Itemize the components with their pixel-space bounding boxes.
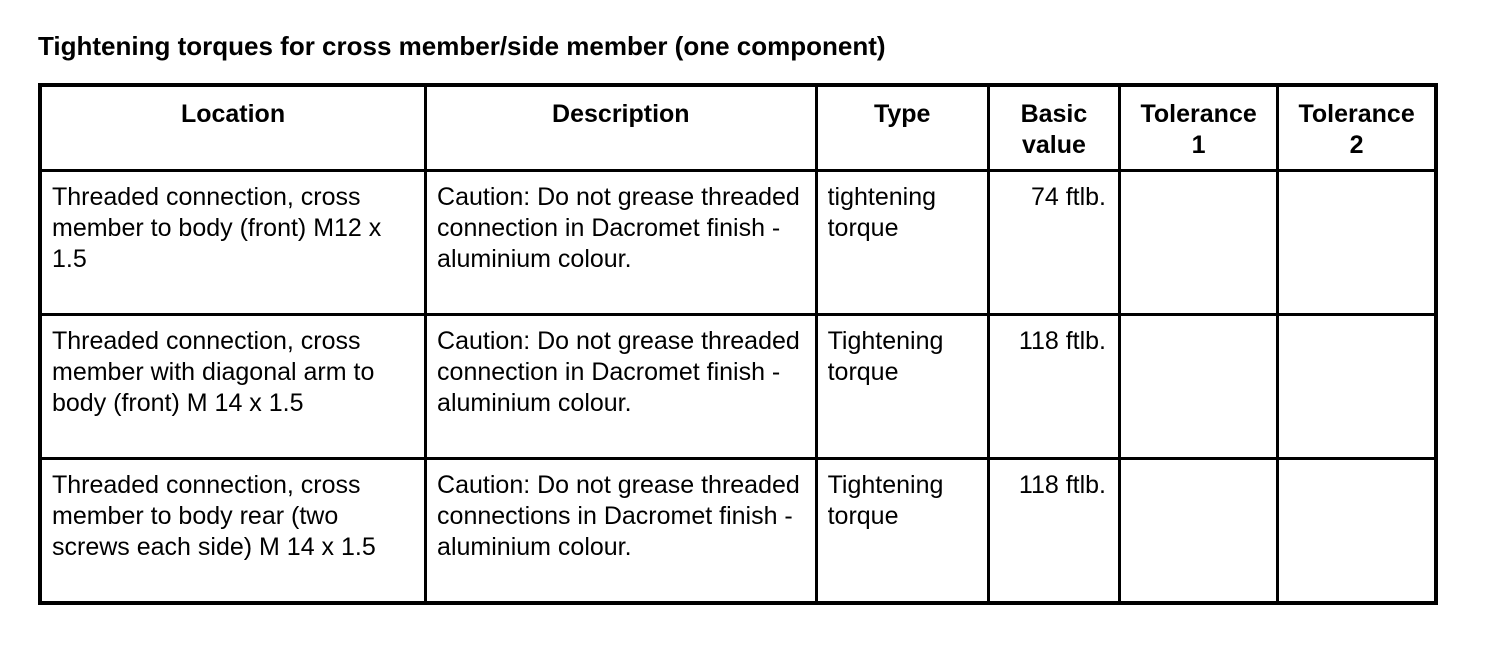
cell-basic-value: 74 ftlb. xyxy=(988,171,1119,315)
cell-location: Threaded connection, cross member to body (front) M12 x 1.5 xyxy=(40,171,426,315)
cell-location: Threaded connection, cross member with diagonal arm to body (front) M 14 x 1.5 xyxy=(40,315,426,459)
table-row xyxy=(40,315,1436,459)
header-location: Location xyxy=(40,85,426,171)
cell-tolerance-1 xyxy=(1120,459,1278,603)
cell-type: tightening torque xyxy=(816,171,988,315)
cell-tolerance-2 xyxy=(1278,171,1436,315)
cell-basic-value: 118 ftlb. xyxy=(988,315,1119,459)
table-header-row xyxy=(40,85,1436,171)
page-title: Tightening torques for cross member/side member (one component) xyxy=(38,31,886,61)
header-type: Type xyxy=(816,85,988,171)
header-description: Description xyxy=(426,85,817,171)
header-basic-value: Basic value xyxy=(988,85,1119,171)
cell-tolerance-1 xyxy=(1120,171,1278,315)
cell-type: Tightening torque xyxy=(816,459,988,603)
cell-description: Caution: Do not grease threaded connection in Dacromet finish - aluminium colour. xyxy=(426,315,817,459)
cell-tolerance-1 xyxy=(1120,315,1278,459)
cell-basic-value: 118 ftlb. xyxy=(988,459,1119,603)
header-tolerance-2: Tolerance 2 xyxy=(1278,85,1436,171)
table-row xyxy=(40,171,1436,315)
cell-description: Caution: Do not grease threaded connection in Dacromet finish - aluminium colour. xyxy=(426,171,817,315)
cell-tolerance-2 xyxy=(1278,315,1436,459)
cell-type: Tightening torque xyxy=(816,315,988,459)
table-row xyxy=(40,459,1436,603)
torque-table xyxy=(38,83,1438,605)
cell-description: Caution: Do not grease threaded connections in Dacromet finish - aluminium colour. xyxy=(426,459,817,603)
cell-location: Threaded connection, cross member to body rear (two screws each side) M 14 x 1.5 xyxy=(40,459,426,603)
cell-tolerance-2 xyxy=(1278,459,1436,603)
header-tolerance-1: Tolerance 1 xyxy=(1120,85,1278,171)
